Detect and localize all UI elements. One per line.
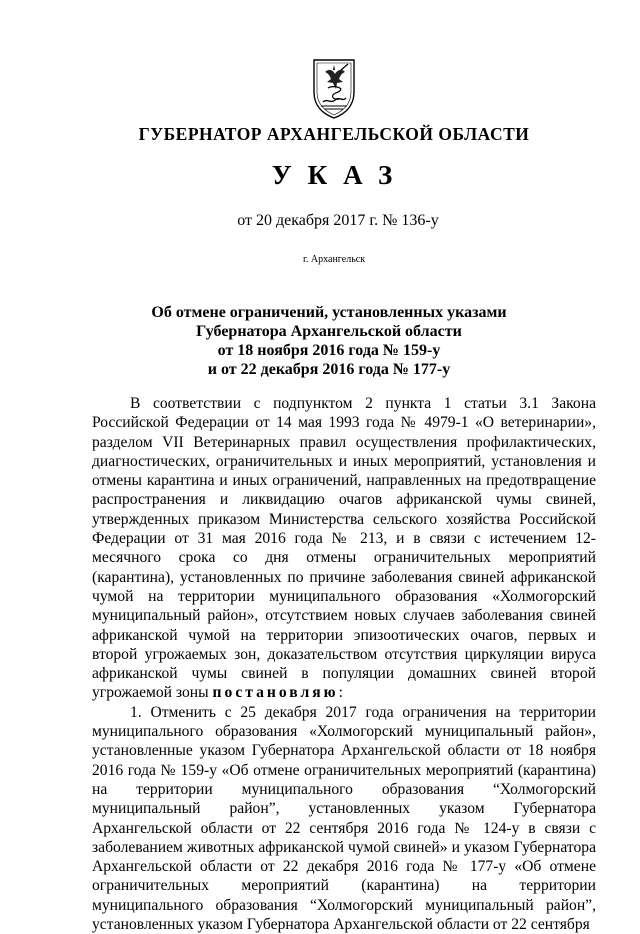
subject-line: от 18 ноября 2016 года № 159-у	[217, 342, 441, 359]
subject-line: Губернатора Архангельской области	[196, 323, 462, 340]
decree-subject	[0, 303, 640, 379]
decree-colon: :	[338, 684, 343, 702]
decree-body	[92, 394, 596, 934]
subject-line: Об отмене ограничений, установленных указами	[151, 304, 507, 321]
issuing-authority: ГУБЕРНАТОР АРХАНГЕЛЬСКОЙ ОБЛАСТИ	[138, 124, 530, 144]
document-type: УКАЗ	[271, 160, 409, 190]
preamble-paragraph	[92, 394, 596, 703]
decree-word: постановляю	[212, 684, 339, 702]
decree-date-number: от 20 декабря 2017 г. № 136-у	[237, 212, 439, 229]
subject-line: и от 22 декабря 2016 года № 177-у	[207, 361, 451, 378]
preamble-text: В соответствии с подпунктом 2 пункта 1 статьи 3.1 Закона Российской Федерации от 14 мая 1993 года № 4979-1 «О ветеринарии», разделом VII Ветеринарных правил осуществления профилактических, диагностических, ограничительных и иных мероприятий, установления и отмены карантина и иных ограничений, направленных на предотвращение распространения и ликвидацию очагов африканской чумы свиней, утвержденных приказом Министерства сельского хозяйства Российской Федерации от 31 мая 2016 года № 213, и в связи с истечением 12-месячного срока со дня отмены ограничительных мероприятий (карантина), установленных по причине заболевания свиней африканской чумой на территории муниципального образования «Холмогорский муниципальный район», отсутствием новых случаев заболевания свиней африканской чумой на территории эпизоотических очагов, первых и второй угрожаемых зон, доказательством отсутствия циркуляции вируса африканской чумы свиней в популяции домашних свиней второй угрожаемой зоны	[92, 395, 596, 702]
coat-of-arms-icon	[311, 58, 357, 120]
item-1-paragraph: 1. Отменить с 25 декабря 2017 года ограничения на территории муниципального образования «Холмогорский муниципальный район», установленные указом Губернатора Архангельской области от 18 ноября 2016 года № 159-у «Об отмене ограничительных мероприятий (карантина) на территории муниципального образования “Холмогорский муниципальный район”, установленных указом Губернатора Архангельской области от 22 сентября 2016 года № 124-у в связи с заболеванием животных африканской чумой свиней» и указом Губернатора Архангельской области от 22 декабря 2016 года № 177-у «Об отмене ограничительных мероприятий (карантина) на территории муниципального образования “Холмогорский муниципальный район”, установленных указом Губернатора Архангельской области от 22 сентября	[92, 703, 596, 934]
decree-city: г. Архангельск	[302, 254, 366, 265]
